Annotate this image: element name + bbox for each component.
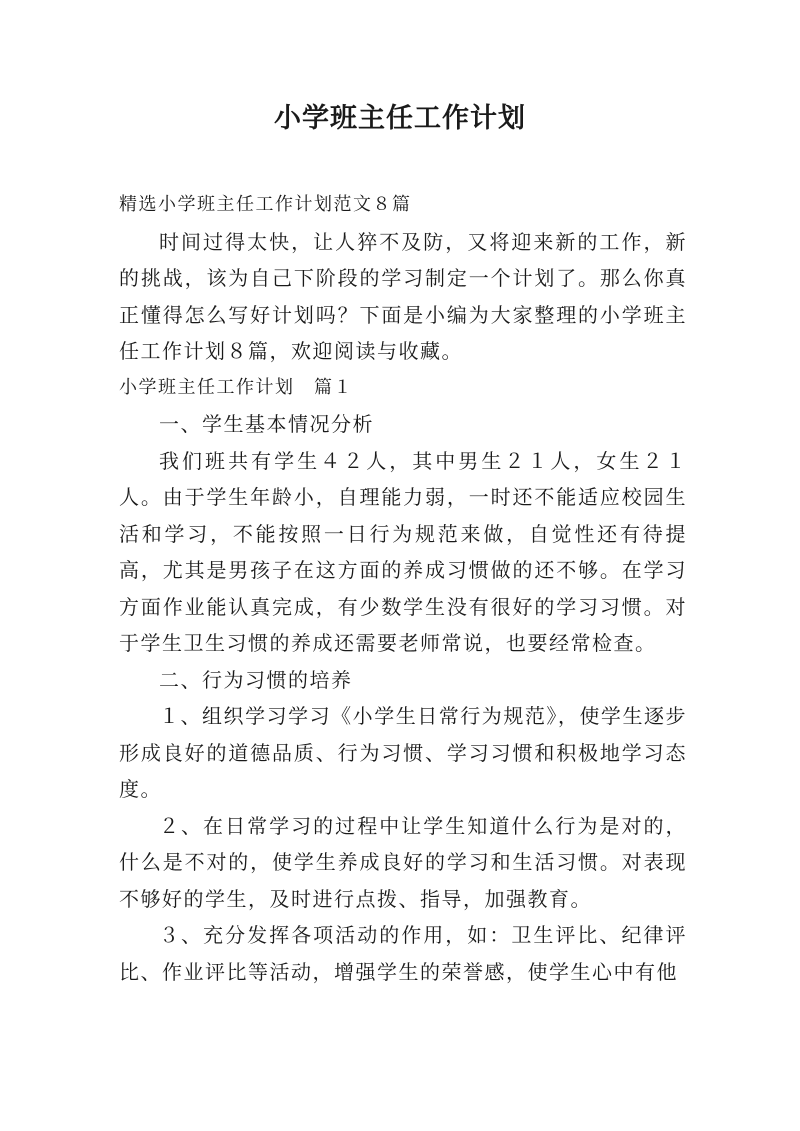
section-heading: 小学班主任工作计划 篇１ <box>119 376 353 398</box>
list-item-3: ３、充分发挥各项活动的作用，如：卫生评比、纪律评比、作业评比等活动，增强学生的荣誉感，使学生心中有他 <box>119 923 687 984</box>
paragraph-student-analysis: 我们班共有学生４２人，其中男生２１人，女生２１人。由于学生年龄小，自理能力弱，一时还不能适应校园生活和学习，不能按照一日行为规范来做，自觉性还有待提高，尤其是男孩子在这方面的养成习惯做的还不够。在学习方面作业能认真完成，有少数学生没有很好的学习习惯。对于学生卫生习惯的养成还需要老师常说，也要经常检查。 <box>119 448 687 655</box>
intro-paragraph: 时间过得太快，让人猝不及防，又将迎来新的工作，新的挑战，该为自己下阶段的学习制定一个计划了。那么你真正懂得怎么写好计划吗？下面是小编为大家整理的小学班主任工作计划８篇，欢迎阅读与收藏。 <box>119 229 687 363</box>
document-title: 小学班主任工作计划 <box>274 103 526 134</box>
list-item-1: １、组织学习学习《小学生日常行为规范》，使学生逐步形成良好的道德品质、行为习惯、学习习惯和积极地学习态度。 <box>119 704 687 801</box>
document-body <box>119 187 687 990</box>
heading-student-analysis: 一、学生基本情况分析 <box>159 412 374 436</box>
subtitle: 精选小学班主任工作计划范文８篇 <box>119 194 412 215</box>
heading-habit-training: 二、行为习惯的培养 <box>159 667 353 692</box>
list-item-2: ２、在日常学习的过程中让学生知道什么行为是对的，什么是不对的，使学生养成良好的学习和生活习惯。对表现不够好的学生，及时进行点拨、指导，加强教育。 <box>119 813 687 911</box>
